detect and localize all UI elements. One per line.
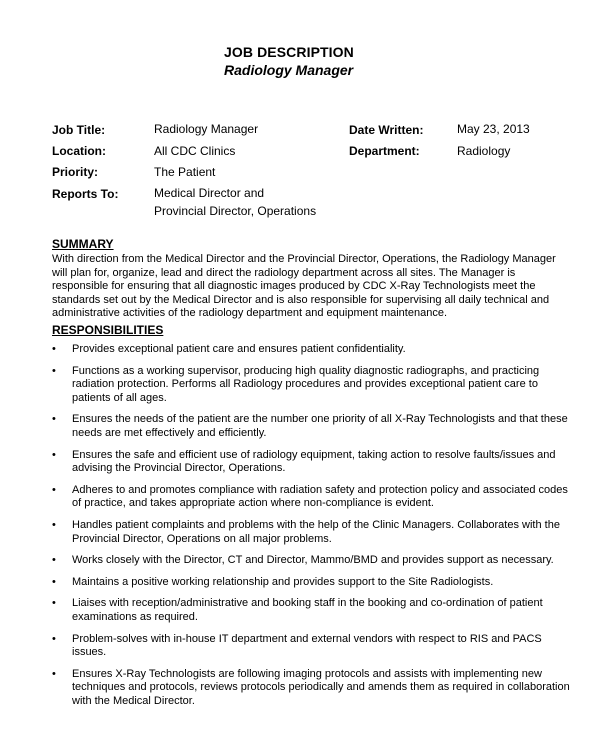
list-item-text: Liaises with reception/administrative and booking staff in the booking and co-ordination of patient examinations as required. <box>72 597 543 623</box>
list-item <box>52 413 572 440</box>
job-title-label: Job Title: <box>52 123 106 137</box>
bullet-icon: • <box>52 632 56 645</box>
priority-label: Priority: <box>52 165 99 179</box>
bullet-icon: • <box>52 667 56 680</box>
job-title-value: Radiology Manager <box>154 122 259 136</box>
document-subtitle: Radiology Manager <box>224 62 354 78</box>
list-item <box>52 576 572 590</box>
reports-to-label: Reports To: <box>52 187 119 201</box>
location-value: All CDC Clinics <box>154 144 236 158</box>
responsibilities-heading: RESPONSIBILITIES <box>52 323 164 337</box>
bullet-icon: • <box>52 554 56 567</box>
list-item-text: Works closely with the Director, CT and Director, Mammo/BMD and provides support as necessary. <box>72 554 554 567</box>
list-item-text: Ensures X-Ray Technologists are following imaging protocols and assists with implementing new techniques and protocols, reviews protocols periodically and amends them as required in collaboration with the Medical Director. <box>72 667 570 707</box>
list-item-text: Handles patient complaints and problems with the help of the Clinic Managers. Collaborates with the Provincial Director, Operations on all major problems. <box>72 518 560 545</box>
document-title: JOB DESCRIPTION <box>224 44 354 60</box>
reports-to-value-line1: Medical Director and <box>154 186 265 200</box>
department-value: Radiology <box>457 144 511 158</box>
bullet-icon: • <box>52 483 56 496</box>
list-item <box>52 365 572 406</box>
list-item <box>52 519 572 546</box>
list-item <box>52 668 572 709</box>
summary-text: With direction from the Medical Director and the Provincial Director, Operations, the Radiology Manager will plan for, organize, lead and direct the radiology department across all sites. The Manager is responsible for ensuring that all diagnostic images produced by CDC X-Ray Technologists meet the standards set out by the Medical Director and is also responsible for supervising all daily technical and administrative activities of the radiology department and equipment maintenance. <box>52 253 556 320</box>
responsibilities-list <box>52 343 572 716</box>
list-item <box>52 597 572 624</box>
list-item-text: Adheres to and promotes compliance with radiation safety and protection policy and associated codes of practice, and takes appropriate action where non-compliance is evident. <box>72 483 568 510</box>
list-item <box>52 484 572 511</box>
location-label: Location: <box>52 144 106 158</box>
list-item-text: Ensures the needs of the patient are the number one priority of all X-Ray Technologists and that these needs are met effectively and efficiently. <box>72 413 568 439</box>
bullet-icon: • <box>52 575 56 588</box>
priority-value: The Patient <box>154 165 216 179</box>
list-item <box>52 554 572 568</box>
list-item-text: Provides exceptional patient care and ensures patient confidentiality. <box>72 343 406 355</box>
date-written-label: Date Written: <box>349 123 424 137</box>
bullet-icon: • <box>52 518 56 531</box>
list-item <box>52 633 572 660</box>
list-item-text: Functions as a working supervisor, producing high quality diagnostic radiographs, and practicing radiation protection. Performs all Radiology procedures and provides exceptional patient care to patients of all ages. <box>72 364 540 404</box>
bullet-icon: • <box>52 448 56 461</box>
date-written-value: May 23, 2013 <box>457 122 530 136</box>
bullet-icon: • <box>52 413 56 426</box>
list-item <box>52 449 572 476</box>
summary-heading: SUMMARY <box>52 237 114 251</box>
list-item-text: Problem-solves with in-house IT department and external vendors with respect to RIS and PACS issues. <box>72 632 542 659</box>
list-item-text: Maintains a positive working relationship and provides support to the Site Radiologists. <box>72 575 494 588</box>
department-label: Department: <box>349 144 420 158</box>
bullet-icon: • <box>52 364 56 377</box>
reports-to-value-line2: Provincial Director, Operations <box>154 204 317 218</box>
list-item-text: Ensures the safe and efficient use of radiology equipment, taking action to resolve faults/issues and advising the Provincial Director, Operations. <box>72 448 556 475</box>
bullet-icon: • <box>52 343 56 355</box>
list-item <box>52 343 572 357</box>
bullet-icon: • <box>52 597 56 610</box>
